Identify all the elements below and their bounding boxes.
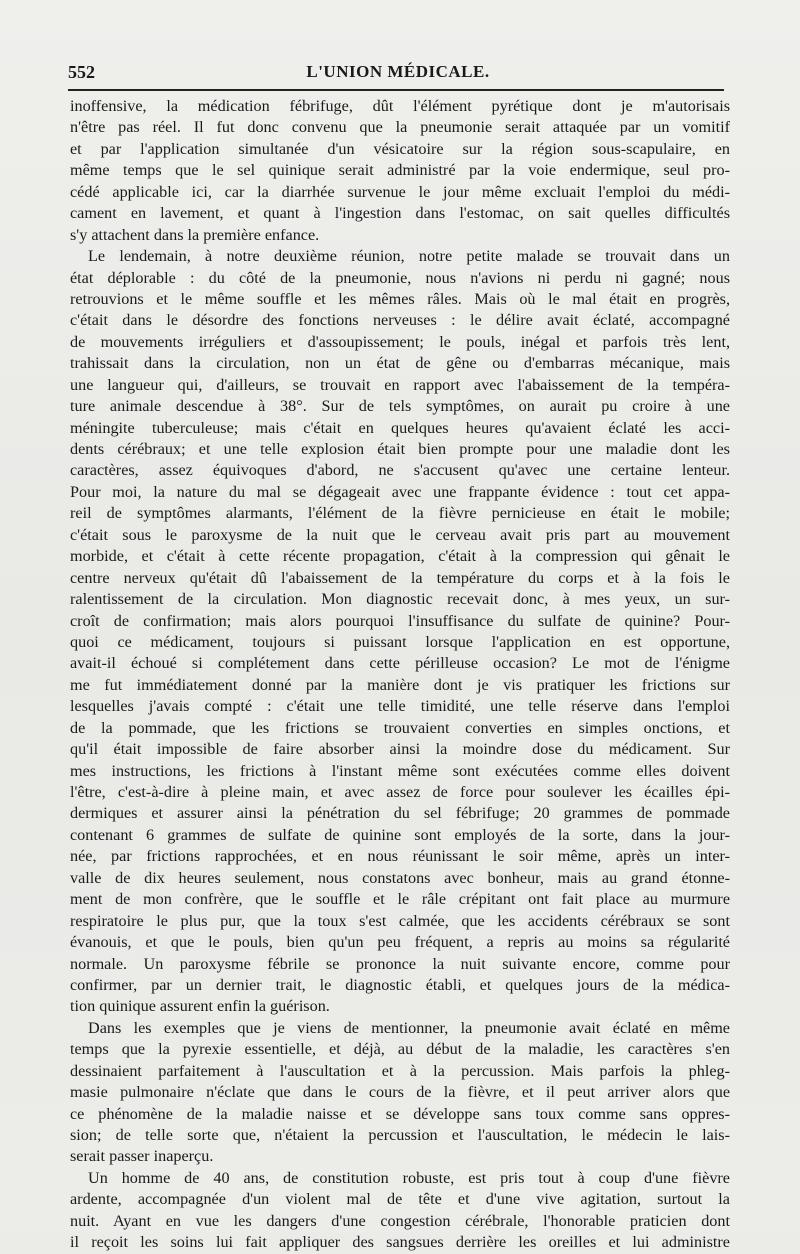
text-line: retrouvions et le même souffle et les mêmes râles. Mais où le mal était en progrès, bbox=[70, 289, 730, 308]
text-line: Un homme de 40 ans, de constitution robuste, est pris tout à coup d'une fièvre bbox=[88, 1168, 730, 1187]
text-line: temps que la pyrexie essentielle, et déjà, au début de la maladie, les caractères s'en bbox=[70, 1040, 730, 1059]
text-line: croît de confirmation; mais alors pourquoi l'insuffisance du sulfate de quinine? Pour- bbox=[70, 611, 730, 630]
text-line: masie pulmonaire n'éclate que dans le cours de la fièvre, et il peut arriver alors que bbox=[70, 1083, 730, 1102]
running-title: L'UNION MÉDICALE. bbox=[306, 62, 490, 81]
body-text bbox=[70, 96, 730, 1254]
text-line: n'être pas réel. Il fut donc convenu que la pneumonie serait attaquée par un vomitif bbox=[70, 118, 730, 137]
text-line: cédé applicable ici, car la diarrhée survenue le jour même excluait l'emploi du médi- bbox=[70, 182, 730, 201]
header-rule bbox=[68, 89, 724, 91]
text-line: ce phénomène de la maladie naisse et se développe sans toux comme sans oppres- bbox=[70, 1104, 730, 1123]
text-line: évanouis, et que le pouls, bien qu'un peu fréquent, a repris au moins sa régularité bbox=[70, 933, 730, 952]
text-line: ture animale descendue à 38°. Sur de tels symptômes, on aurait pu croire à une bbox=[70, 397, 730, 416]
text-line: qu'il était impossible de faire absorber ainsi la moindre dose du médicament. Sur bbox=[70, 740, 730, 759]
text-line: sion; de telle sorte que, n'étaient la percussion et l'auscultation, le médecin le lais- bbox=[70, 1126, 730, 1144]
text-line: ralentissement de la circulation. Mon diagnostic recevait donc, à mes yeux, un sur- bbox=[70, 590, 730, 609]
text-line: Dans les exemples que je viens de mentionner, la pneumonie avait éclaté en même bbox=[88, 1018, 730, 1037]
text-line: reil de symptômes alarmants, l'élément de la fièvre pernicieuse en était le mobile; bbox=[70, 504, 730, 523]
text-line: confirmer, par un dernier trait, le diagnostic établi, et quelques jours de la médica- bbox=[70, 975, 730, 994]
text-line: morbide, et c'était à cette récente propagation, c'était à la compression qui gênait le bbox=[70, 547, 730, 566]
text-line: normale. Un paroxysme fébrile se prononce la nuit suivante encore, comme pour bbox=[70, 954, 730, 973]
text-line: inoffensive, la médication fébrifuge, dût l'élément pyrétique dont je m'autorisais bbox=[70, 97, 730, 115]
text-line: c'était sous le paroxysme de la nuit que le cerveau avait pris part au mouvement bbox=[70, 525, 730, 544]
text-line: valle de dix heures seulement, nous constatons avec bonheur, mais au grand étonne- bbox=[70, 868, 730, 887]
text-line: trahissait dans la circulation, non un état de gêne ou d'embarras mécanique, mais bbox=[70, 354, 730, 373]
text-line: une langueur qui, d'ailleurs, se trouvait en rapport avec l'abaissement de la tempéra- bbox=[70, 375, 730, 394]
text-line: c'était dans le désordre des fonctions nerveuses : le délire avait éclaté, accompagné bbox=[70, 311, 730, 330]
text-line: même temps que le sel quinique serait administré par la voie endermique, seul pro- bbox=[70, 161, 730, 180]
text-line: née, par frictions rapprochées, et en nous réunissant le soir même, après un inter- bbox=[70, 847, 730, 866]
text-line: Le lendemain, à notre deuxième réunion, notre petite malade se trouvait dans un bbox=[88, 247, 730, 266]
text-line: caractères, assez équivoques d'abord, ne s'accusent qu'avec une certaine lenteur. bbox=[70, 461, 730, 480]
text-line: et par l'application simultanée d'un vésicatoire sur la région sous-scapulaire, en bbox=[70, 139, 730, 158]
text-line: s'y attachent dans la première enfance. bbox=[70, 225, 320, 244]
text-line: ment de mon confrère, que le souffle et le râle crépitant ont fait place au murmure bbox=[70, 890, 730, 909]
text-line: nuit. Ayant en vue les dangers d'une congestion cérébrale, l'honorable praticien dont bbox=[70, 1211, 730, 1230]
text-line: de la pommade, que les frictions se trouvaient converties en simples onctions, et bbox=[70, 718, 730, 737]
text-line: mes instructions, les frictions à l'instant même sont exécutées comme elles doivent bbox=[70, 761, 730, 780]
text-line: cament en lavement, et quant à l'ingestion dans l'estomac, on sait quelles difficultés bbox=[70, 204, 730, 223]
text-line: respiratoire le plus pur, que la toux s'est calmée, que les accidents cérébraux se sont bbox=[70, 911, 730, 930]
text-line: dents cérébraux; et une telle explosion était bien prompte pour une maladie dont les bbox=[70, 440, 730, 458]
text-line: état déplorable : du côté de la pneumonie, nous n'avions ni perdu ni gagné; nous bbox=[70, 268, 730, 287]
text-line: lesquelles j'avais compté : c'était une telle timidité, une telle réserve dans l'emploi bbox=[70, 697, 730, 716]
text-line: ardente, accompagnée d'un violent mal de tête et d'une vive agitation, surtout la bbox=[70, 1190, 730, 1209]
page-number: 552 bbox=[68, 62, 95, 82]
text-line: me fut immédiatement donné par la manière dont je vis pratiquer les frictions sur bbox=[70, 675, 730, 694]
text-line: avait-il échoué si complétement dans cette périlleuse occasion? Le mot de l'énigme bbox=[70, 654, 730, 673]
text-line: centre nerveux qu'était dû l'abaissement de la température du corps et à la fois le bbox=[70, 568, 730, 587]
text-line: Pour moi, la nature du mal se dégageait avec une frappante évidence : tout cet appa- bbox=[70, 482, 730, 501]
text-line: l'être, c'est-à-dire à pleine main, et avec assez de force pour soulever les écailles épi- bbox=[70, 783, 730, 801]
text-line: méningite tuberculeuse; mais c'était en quelques heures qu'avaient éclaté les acci- bbox=[70, 418, 730, 437]
text-line: quoi ce médicament, toujours si puissant lorsque l'application en est opportune, bbox=[70, 632, 730, 651]
text-line: il reçoit les soins lui fait appliquer des sangsues derrière les oreilles et lui administre bbox=[70, 1233, 730, 1252]
text-line: dermiques et assurer ainsi la pénétration du sel fébrifuge; 20 grammes de pommade bbox=[70, 804, 730, 823]
text-line: tion quinique assurent enfin la guérison. bbox=[70, 997, 330, 1016]
text-line: dessinaient parfaitement à l'auscultation et à la percussion. Mais parfois la phleg- bbox=[70, 1061, 730, 1080]
text-line: de mouvements irréguliers et d'assoupissement; le pouls, inégal et parfois très lent, bbox=[70, 332, 730, 351]
text-line: contenant 6 grammes de sulfate de quinine sont employés de la sorte, dans la jour- bbox=[70, 825, 730, 844]
page-header bbox=[68, 56, 728, 86]
text-line: serait passer inaperçu. bbox=[70, 1147, 214, 1166]
